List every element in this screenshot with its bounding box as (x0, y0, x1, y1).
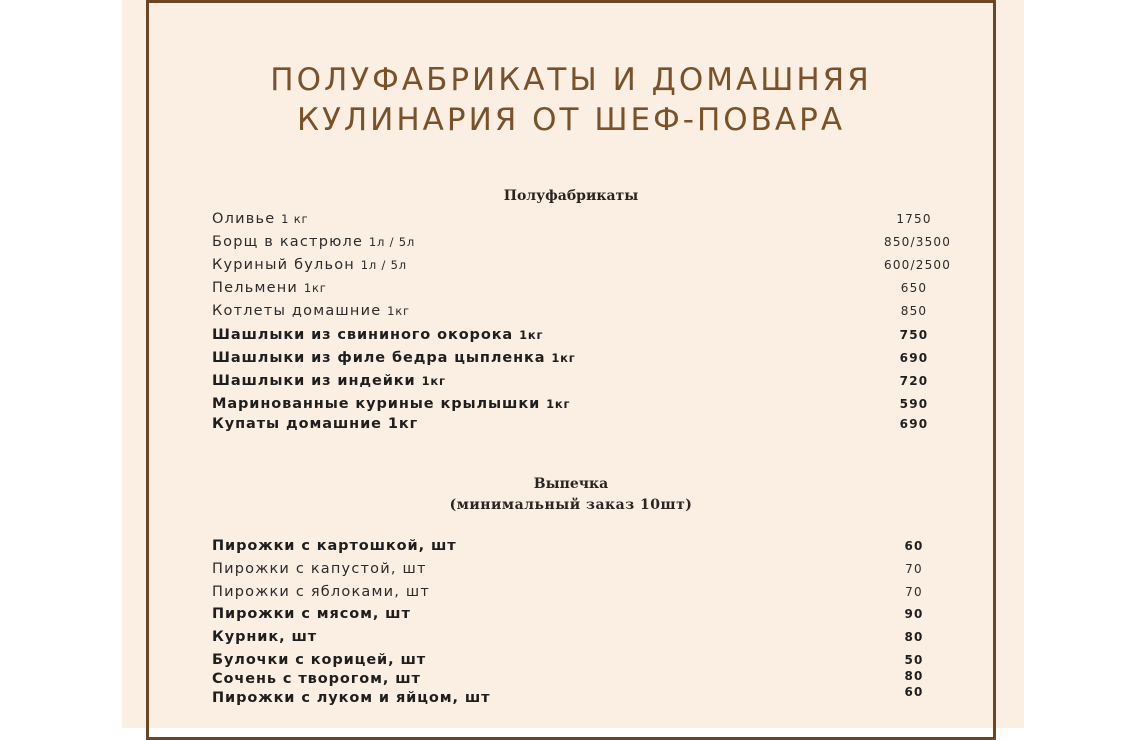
item-price: 60 (904, 539, 924, 553)
menu-item (212, 536, 972, 556)
item-price: 80 (904, 669, 924, 683)
item-price: 50 (904, 653, 924, 667)
item-name: Котлеты домашние 1кг (212, 303, 410, 319)
menu-item (212, 685, 972, 708)
section-subheading-bakery: (минимальный заказ 10шт) (449, 497, 693, 513)
item-name: Борщ в кастрюле 1л / 5л (212, 234, 416, 250)
item-price: 690 (899, 351, 929, 365)
menu-item (212, 371, 972, 391)
item-name: Пельмени 1кг (212, 280, 327, 296)
page-title (146, 60, 996, 140)
menu-item (212, 278, 972, 298)
item-name: Маринованные куриные крылышки 1кг (212, 396, 571, 412)
item-price: 850 (900, 304, 928, 318)
menu-item (212, 301, 972, 321)
item-name: Пирожки с капустой, шт (212, 561, 427, 577)
item-price: 590 (899, 397, 929, 411)
item-name: Пирожки с мясом, шт (212, 606, 411, 622)
item-name: Купаты домашние 1кг (212, 416, 419, 432)
menu-item (212, 627, 972, 647)
item-name: Куриный бульон 1л / 5л (212, 257, 407, 273)
item-price: 750 (899, 328, 929, 342)
menu-item (212, 232, 972, 252)
menu-item (212, 255, 972, 275)
menu-item (212, 559, 972, 579)
item-price: 90 (904, 607, 924, 621)
menu-item (212, 582, 972, 602)
item-name: Шашлыки из филе бедра цыпленка 1кг (212, 350, 576, 366)
menu-item (212, 650, 972, 670)
item-name: Шашлыки из свининого окорока 1кг (212, 327, 544, 343)
item-price: 850/3500 (884, 235, 952, 249)
menu-item (212, 394, 972, 414)
item-price: 70 (905, 562, 923, 576)
item-name: Шашлыки из индейки 1кг (212, 373, 446, 389)
item-name: Сочень с творогом, шт (212, 671, 421, 687)
item-name: Курник, шт (212, 629, 318, 645)
title-line-1: ПОЛУФАБРИКАТЫ И ДОМАШНЯЯ (270, 62, 872, 98)
section-heading-bakery: Выпечка (533, 476, 609, 492)
item-price: 650 (900, 281, 928, 295)
item-price: 70 (905, 585, 923, 599)
item-price: 1750 (896, 212, 932, 226)
item-price: 720 (899, 374, 929, 388)
item-price: 80 (904, 630, 924, 644)
item-name: Оливье 1 кг (212, 211, 309, 227)
menu-item (212, 325, 972, 345)
menu-item (212, 414, 972, 434)
item-price: 690 (899, 417, 929, 431)
section-heading-semi: Полуфабрикаты (503, 188, 639, 204)
item-name: Пирожки с картошкой, шт (212, 538, 457, 554)
item-name: Булочки с корицей, шт (212, 652, 427, 668)
menu-item (212, 348, 972, 368)
menu-item (212, 209, 972, 229)
item-price: 600/2500 (884, 258, 952, 272)
menu-item (212, 604, 972, 624)
item-name: Пирожки с яблоками, шт (212, 584, 430, 600)
title-line-2: КУЛИНАРИЯ ОТ ШЕФ-ПОВАРА (296, 102, 846, 138)
item-price: 60 (904, 685, 924, 699)
menu-item (212, 669, 972, 689)
item-name: Пирожки с луком и яйцом, шт (212, 690, 491, 706)
